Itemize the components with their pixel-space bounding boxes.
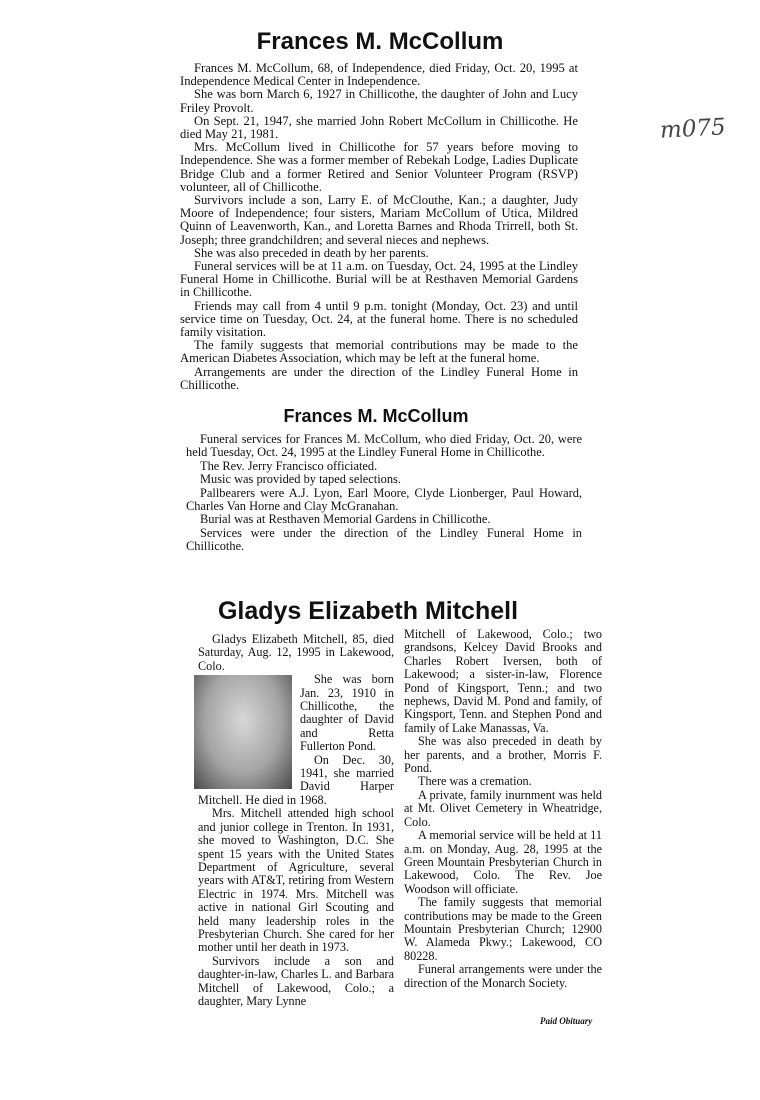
- paragraph: Gladys Elizabeth Mitchell, 85, died Saturday, Aug. 12, 1995 in Lakewood, Colo.: [198, 632, 394, 673]
- paragraph: On Sept. 21, 1947, she married John Robert McCollum in Chillicothe. He died May 21, 1981.: [180, 113, 578, 142]
- paid-obituary-credit: Paid Obituary: [540, 1016, 593, 1026]
- paragraph: Funeral arrangements were under the direction of the Monarch Society.: [404, 962, 602, 990]
- paragraph: Mrs. Mitchell attended high school and junior college in Trenton. In 1931, she moved to Washington, D.C. She spent 15 years with the United States Department of Agriculture, several years with AT&T, retiring from Western Electric in 1974. Mrs. Mitchell was active in national Girl Scouting and held many leadership roles in the Presbyterian Church. She cared for her mother until her death in 1973.: [198, 806, 394, 955]
- paragraph: She was also preceded in death by her parents.: [194, 245, 429, 260]
- obituary-3-title: Gladys Elizabeth Mitchell: [217, 597, 519, 625]
- obituary-3-column-1: [198, 633, 394, 1008]
- paragraph: The family suggests that memorial contributions may be made to the American Diabetes Association, which may be left at the funeral home.: [180, 338, 578, 366]
- paragraph: A private, family inurnment was held at Mt. Olivet Cemetery in Wheatridge, Colo.: [404, 787, 602, 829]
- paragraph: The Rev. Jerry Francisco officiated.: [200, 458, 378, 473]
- obituary-1-body: [180, 62, 578, 392]
- paragraph: Mrs. McCollum lived in Chillicothe for 57 years before moving to Independence. She was a former member of Rebekah Lodge, Ladies Duplicate Bridge Club and a former Retired and Senior Volunteer Program (RSVP) volunteer, all of Chillicothe.: [180, 140, 578, 194]
- paragraph: Funeral services will be at 11 a.m. on Tuesday, Oct. 24, 1995 at the Lindley Funeral Home in Chillicothe. Burial will be at Resthaven Memorial Gardens in Chillicothe.: [180, 259, 578, 300]
- obituary-2-title: Frances M. McCollum: [283, 406, 469, 426]
- paragraph: Music was provided by taped selections.: [200, 472, 401, 487]
- paragraph: Pallbearers were A.J. Lyon, Earl Moore, Clyde Lionberger, Paul Howard, Charles Van Horne and Clay McGranahan.: [186, 485, 582, 514]
- paragraph: Survivors include a son and daughter-in-law, Charles L. and Barbara Mitchell of Lakewood, Colo.; a daughter, Mary Lynne: [198, 953, 394, 1008]
- paragraph: Arrangements are under the direction of the Lindley Funeral Home in Chillicothe.: [180, 364, 578, 392]
- paragraph: Burial was at Resthaven Memorial Gardens in Chillicothe.: [200, 512, 491, 527]
- paragraph: Funeral services for Frances M. McCollum, who died Friday, Oct. 20, were held Tuesday, Oct. 24, 1995 at the Lindley Funeral Home in Chillicothe.: [186, 432, 582, 460]
- paragraph: A memorial service will be held at 11 a.m. on Monday, Aug. 28, 1995 at the Green Mountain Presbyterian Church in Lakewood, Colo. The Rev. Joe Woodson will officiate.: [404, 828, 602, 896]
- paragraph: Friends may call from 4 until 9 p.m. tonight (Monday, Oct. 23) and until service time on Tuesday, Oct. 24, at the funeral home. There is no scheduled family visitation.: [180, 298, 578, 340]
- paragraph: The family suggests that memorial contributions may be made to the Green Mountain Presbyterian Church; 12900 W. Alameda Pkwy.; Lakewood, CO 80228.: [404, 895, 602, 963]
- portrait-photo: [194, 675, 292, 789]
- paragraph: On Dec. 30, 1941, she married David Harper Mitchell. He died in 1968.: [198, 752, 394, 807]
- obituary-1-title: Frances M. McCollum: [256, 28, 504, 55]
- paragraph: Survivors include a son, Larry E. of McClouthe, Kan.; a daughter, Judy Moore of Independence; four sisters, Mariam McCollum of Utica, Mildred Quinn of Leavenworth, Kan., and Loretta Barnes and Rhoda Trirrell, both St. Joseph; three grandchildren; and several nieces and nephews.: [180, 193, 578, 247]
- paragraph: She was also preceded in death by her parents, and a brother, Morris F. Pond.: [404, 734, 602, 776]
- paragraph: There was a cremation.: [418, 774, 532, 789]
- handwritten-annotation: m075: [659, 114, 727, 144]
- obituary-3-column-2: [404, 628, 602, 990]
- paragraph: Frances M. McCollum, 68, of Independence, died Friday, Oct. 20, 1995 at Independence Medical Center in Independence.: [180, 61, 578, 89]
- paragraph: Services were under the direction of the Lindley Funeral Home in Chillicothe.: [186, 525, 582, 554]
- paragraph: Mitchell of Lakewood, Colo.; two grandsons, Kelcey David Brooks and Charles Robert Iversen, both of Lakewood; a sister-in-law, Florence Pond of Kingsport, Tenn.; and two nephews, David M. Pond and family, of Kingsport, Tenn. and Stephen Pond and family of Lake Manassas, Va.: [404, 627, 602, 735]
- paragraph: She was born March 6, 1927 in Chillicothe, the daughter of John and Lucy Friley Provolt.: [180, 87, 578, 115]
- paragraph: She was born Jan. 23, 1910 in Chillicothe, the daughter of David and Retta Fullerton Pond.: [300, 672, 394, 754]
- obituary-2-body: [186, 433, 582, 554]
